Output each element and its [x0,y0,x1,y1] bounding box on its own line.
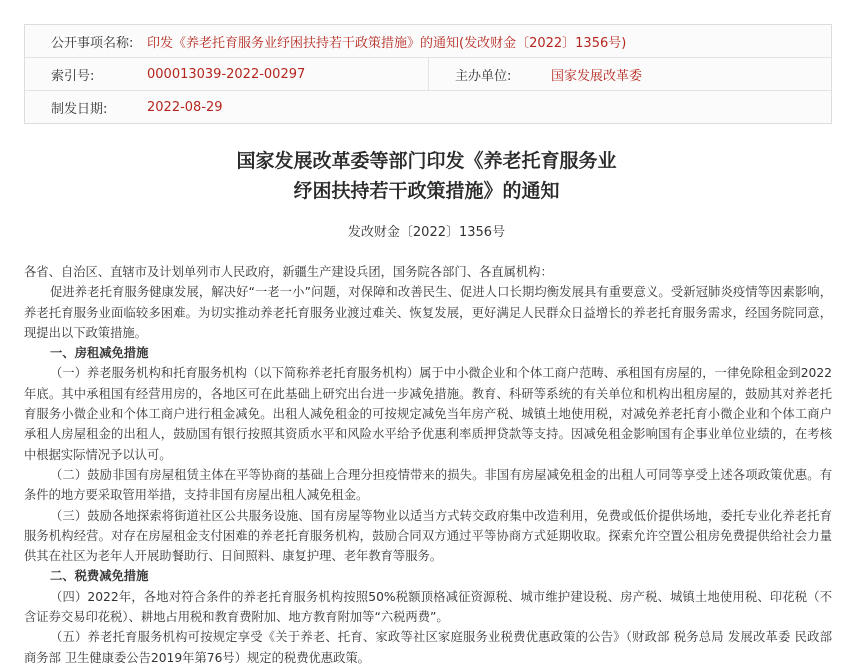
document-number: 发改财金〔2022〕1356号 [347,225,506,240]
document-title-line-1: 国家发展改革委等部门印发《养老托育服务业 [236,150,617,172]
section-heading-rent: 一、房租减免措施 [50,346,149,361]
metadata-row-public-item [25,25,831,58]
public-item-label: 公开事项名称: [51,35,134,51]
date-label: 制发日期: [51,101,108,117]
metadata-row-index [25,58,831,91]
index-value: 000013039-2022-00297 [147,66,306,82]
dept-label: 主办单位: [455,68,512,84]
metadata-table [24,24,832,124]
date-value: 2022-08-29 [147,99,223,115]
index-label: 索引号: [51,68,95,84]
paragraph-4: （四）2022年，各地对符合条件的养老托育服务机构按照50%税额顶格减征资源税、城市维护建设税、房产税、城镇土地使用税、印花税（不含证券交易印花税）、耕地占用税和教育费附加、地方教育附加等“六税两费”。 [24,589,832,625]
document-body [24,262,832,668]
dept-cell [428,58,831,90]
paragraph-2: （二）鼓励非国有房屋租赁主体在平等协商的基础上合理分担疫情带来的损失。非国有房屋减免租金的出租人可同等享受上述各项政策优惠。有条件的地方要采取管用举措，支持非国有房屋出租人减免租金。 [24,467,832,503]
intro-paragraph: 促进养老托育服务健康发展，解决好“一老一小”问题，对保障和改善民生、促进人口长期均衡发展具有重要意义。受新冠肺炎疫情等因素影响，养老托育服务业面临较多困难。为切实推动养老托育服务业渡过难关、恢复发展，更好满足人民群众日益增长的养老托育服务需求，经国务院同意，现提出以下政策措施。 [24,285,832,340]
paragraph-5: （五）养老托育服务机构可按规定享受《关于养老、托育、家政等社区家庭服务业税费优惠政策的公告》（财政部 税务总局 发展改革委 民政部 商务部 卫生健康委公告2019年第76号）规定的税费优惠政策。 [24,630,832,665]
public-item-value: 印发《养老托育服务业纾困扶持若干政策措施》的通知(发改财金〔2022〕1356号) [147,35,627,51]
paragraph-3: （三）鼓励各地探索将街道社区公共服务设施、国有房屋等物业以适当方式转交政府集中改造利用，免费或低价提供场地，委托专业化养老托育服务机构经营。对存在房屋租金支付困难的养老托育服务机构，鼓励合同双方通过平等协商方式延期收取。探索允许空置公租房免费提供给社会力量供其在社区为老年人开展助餐助行、日间照料、康复护理、老年教育等服务。 [24,508,832,564]
section-heading-tax: 二、税费减免措施 [50,569,149,584]
addressee: 各省、自治区、直辖市及计划单列市人民政府，新疆生产建设兵团，国务院各部门、各直属机构： [24,265,553,279]
paragraph-1: （一）养老服务机构和托育服务机构（以下简称养老托育服务机构）属于中小微企业和个体工商户范畴、承租国有房屋的，一律免除租金到2022年底。其中承租国有经营用房的，各地区可在此基础上研究出台进一步减免措施。教育、科研等系统的有关单位和机构出租房屋的，鼓励其对养老托育服务小微企业和个体工商户进行租金减免。出租人减免租金的可按规定减免当年房产税、城镇土地使用税，对减免养老托育小微企业和个体工商户承租人房屋租金的出租人，鼓励国有银行按照其资质水平和风险水平给予优惠利率质押贷款等支持。因减免租金影响国有企事业单位业绩的，在考核中根据实际情况予以认可。 [24,366,832,462]
dept-value: 国家发展改革委 [551,68,643,84]
index-cell [25,58,428,90]
metadata-row-date [25,91,831,123]
document-title [0,146,853,206]
document-title-line-2: 纾困扶持若干政策措施》的通知 [293,180,560,202]
